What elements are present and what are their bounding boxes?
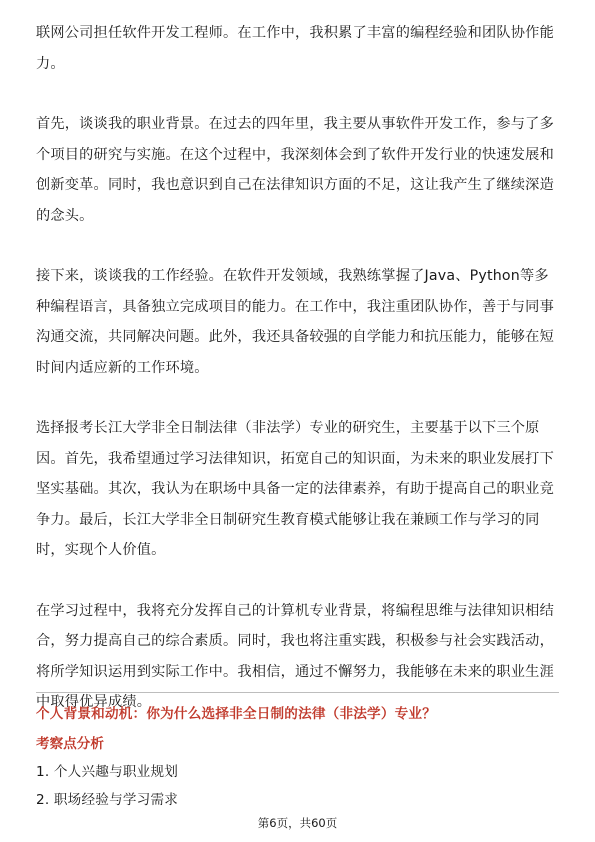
paragraph-5: 在学习过程中，我将充分发挥自己的计算机专业背景，将编程思维与法律知识相结合，努力提高自己的综合素质。同时，我也将注重实践，积极参与社会实践活动，将所学知识运用到实际工作中。我相信，通过不懈努力，我能够在未来的职业生涯中取得优异成绩。 — [36, 602, 554, 710]
analysis-point: 2. 职场经验与学习需求 — [36, 792, 179, 808]
page-number: 第6页，共60页 — [257, 816, 338, 830]
interview-question: 个人背景和动机：你为什么选择非全日制的法律（非法学）专业？ — [36, 706, 437, 722]
section-divider — [36, 692, 559, 693]
analysis-heading: 考察点分析 — [36, 736, 104, 752]
paragraph-4: 选择报考长江大学非全日制法律（非法学）专业的研究生，主要基于以下三个原因。首先，我希望通过学习法律知识，拓宽自己的知识面，为未来的职业发展打下坚实基础。其次，我认为在职场中具备一定的法律素养，有助于提高自己的职业竞争力。最后，长江大学非全日制研究生教育模式能够让我在兼顾工作与学习的同时，实现个人价值。 — [36, 420, 554, 558]
paragraph-3: 接下来，谈谈我的工作经验。在软件开发领域，我熟练掌握了Java、Python等多种编程语言，具备独立完成项目的能力。在工作中，我注重团队协作，善于与同事沟通交流，共同解决问题。此外，我还具备较强的自学能力和抗压能力，能够在短时间内适应新的工作环境。 — [36, 268, 554, 376]
analysis-point: 1. 个人兴趣与职业规划 — [36, 764, 179, 780]
paragraph-1: 联网公司担任软件开发工程师。在工作中，我积累了丰富的编程经验和团队协作能力。 — [36, 25, 554, 72]
document-body — [36, 18, 560, 748]
paragraph-2: 首先，谈谈我的职业背景。在过去的四年里，我主要从事软件开发工作，参与了多个项目的研究与实施。在这个过程中，我深刻体会到了软件开发行业的快速发展和创新变革。同时，我也意识到自己在法律知识方面的不足，这让我产生了继续深造的念头。 — [36, 116, 554, 224]
